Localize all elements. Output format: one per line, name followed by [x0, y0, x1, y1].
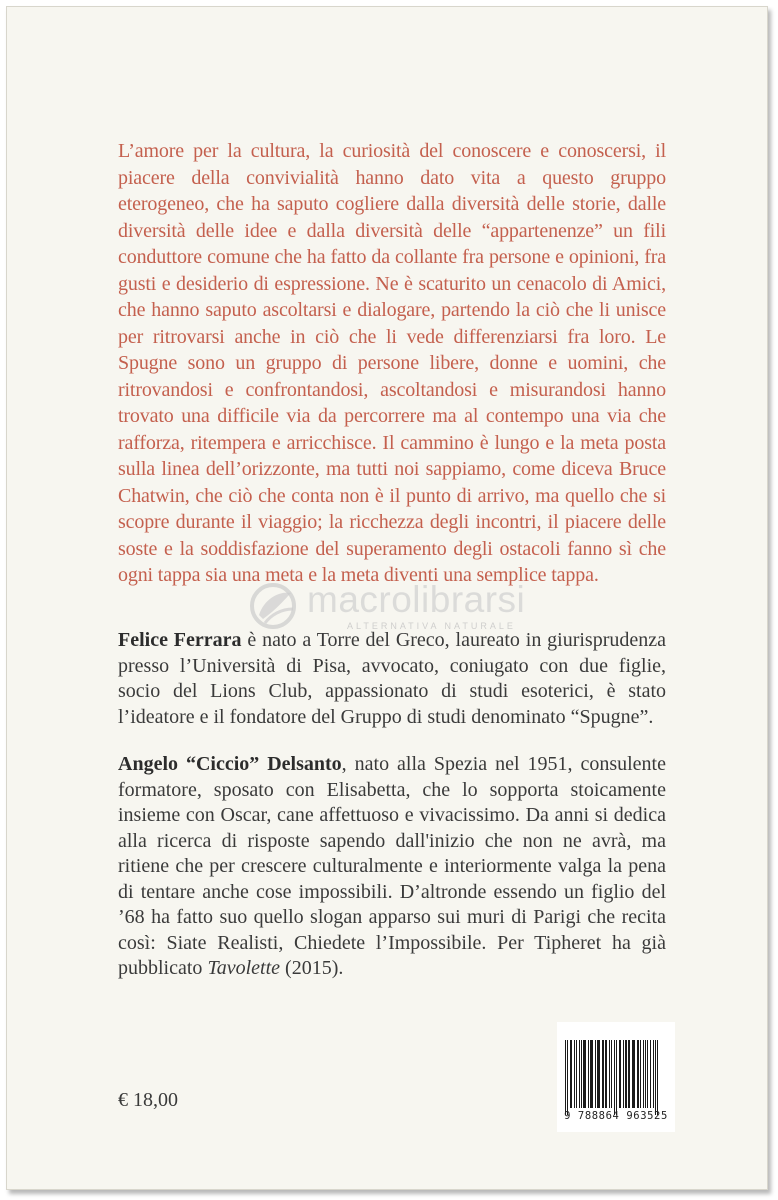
barcode-bar: [590, 1040, 593, 1108]
barcode-bar: [576, 1040, 577, 1108]
book-year: (2015).: [280, 957, 344, 979]
barcode-bar: [657, 1040, 658, 1115]
barcode-bar: [628, 1040, 630, 1108]
barcode-bar: [565, 1040, 566, 1115]
barcode-bar: [616, 1040, 617, 1115]
barcode-bar: [583, 1040, 586, 1108]
barcode-bar: [643, 1040, 644, 1108]
barcode-bar: [595, 1040, 596, 1108]
book-back-cover: [6, 6, 768, 1190]
watermark-brand: macrolibrarsi: [307, 579, 526, 620]
barcode-bar: [653, 1040, 654, 1108]
barcode-bar: [647, 1040, 648, 1108]
price-label: € 18,00: [118, 1089, 178, 1111]
author-name: Felice Ferrara: [118, 629, 242, 651]
barcode-bar: [632, 1040, 635, 1108]
barcode-bar: [581, 1040, 582, 1108]
barcode-bar: [625, 1040, 627, 1108]
barcode-bar: [637, 1040, 639, 1108]
author-bio-ferrara: [118, 628, 666, 730]
barcode-bar: [614, 1040, 615, 1115]
barcode-bar: [609, 1040, 610, 1108]
barcode-bar: [605, 1040, 607, 1108]
barcode-bar: [567, 1040, 568, 1115]
author-bio-delsanto: [118, 752, 666, 982]
barcode-bar: [640, 1040, 641, 1108]
barcode-bars: [563, 1040, 671, 1115]
author-bio-text: , nato alla Spezia nel 1951, consulente formatore, sposato con Elisabetta, che lo sopporta stoicamente insieme con Oscar, cane affettuoso e vivacissimo. Da anni si dedica alla ricerca di risposte sapendo dall'inizio che non ne avrà, ma ritiene che per crescere culturalmente e interiormente valga la pena di tentare anche cose impossibili. D’altronde essendo un figlio del ’68 ha fatto suo quello slogan apparso sui muri di Parigi che recita così: Siate Realisti, Chiedete l’Impossibile. Per Tipheret ha già pubblicato: [118, 753, 666, 979]
barcode-bar: [655, 1040, 656, 1115]
blurb-paragraph: L’amore per la cultura, la curiosità del conoscere e conoscersi, il piacere della convivialità hanno dato vita a questo gruppo eterogeneo, che ha saputo cogliere dalla diversità delle storie, dalle diversità delle idee e dalla diversità delle “appartenenze” un fili conduttore comune che ha fatto da collante fra persone e opinioni, fra gusti e desiderio di espressione. Ne è scaturito un cenacolo di Amici, che hanno saputo ascoltarsi e dialogare, partendo la ciò che li unisce per ritrovarsi anche in ciò che li vede differenziarsi fra loro. Le Spugne sono un gruppo di persone libere, donne e uomini, che ritrovandosi e confrontandosi, ascoltandosi e misurandosi hanno trovato una difficile via da percorrere ma al contempo una via che rafforza, ritempera e arricchisce. Il cammino è lungo e la meta posta sulla linea dell’orizzonte, ma tutti noi sappiamo, come diceva Bruce Chatwin, che ciò che conta non è il punto di arrivo, ma quello che si scopre durante il viaggio; la ricchezza degli incontri, il piacere delle soste e la soddisfazione del superamento degli ostacoli fanno sì che ogni tappa sia una meta e la meta diventi una semplice tappa.: [118, 140, 666, 586]
author-bio-text: è nato a Torre del Greco, laureato in giurisprudenza presso l’Università di Pisa, avvocato, coniugato con due figlie, socio del Lions Club, appassionato di studi esoterici, è stato l’ideatore e il fondatore del Gruppo di studi denominato “Spugne”.: [118, 629, 666, 728]
author-name: Angelo “Ciccio” Delsanto: [118, 753, 342, 775]
barcode-bar: [570, 1040, 572, 1108]
barcode-digits: 9 788864 963525: [564, 1110, 668, 1122]
watermark-tagline: ALTERNATIVA NATURALE: [347, 621, 516, 631]
barcode-bar: [619, 1040, 621, 1108]
barcode-bar: [579, 1040, 580, 1108]
barcode-bar: [602, 1040, 604, 1108]
barcode-bar: [588, 1040, 589, 1108]
barcode: [557, 1022, 675, 1132]
barcode-bar: [611, 1040, 612, 1108]
book-title: Tavolette: [207, 957, 281, 979]
barcode-bar: [574, 1040, 575, 1108]
barcode-bar: [645, 1040, 646, 1108]
barcode-bar: [623, 1040, 624, 1108]
barcode-bar: [597, 1040, 600, 1108]
barcode-bar: [650, 1040, 651, 1108]
